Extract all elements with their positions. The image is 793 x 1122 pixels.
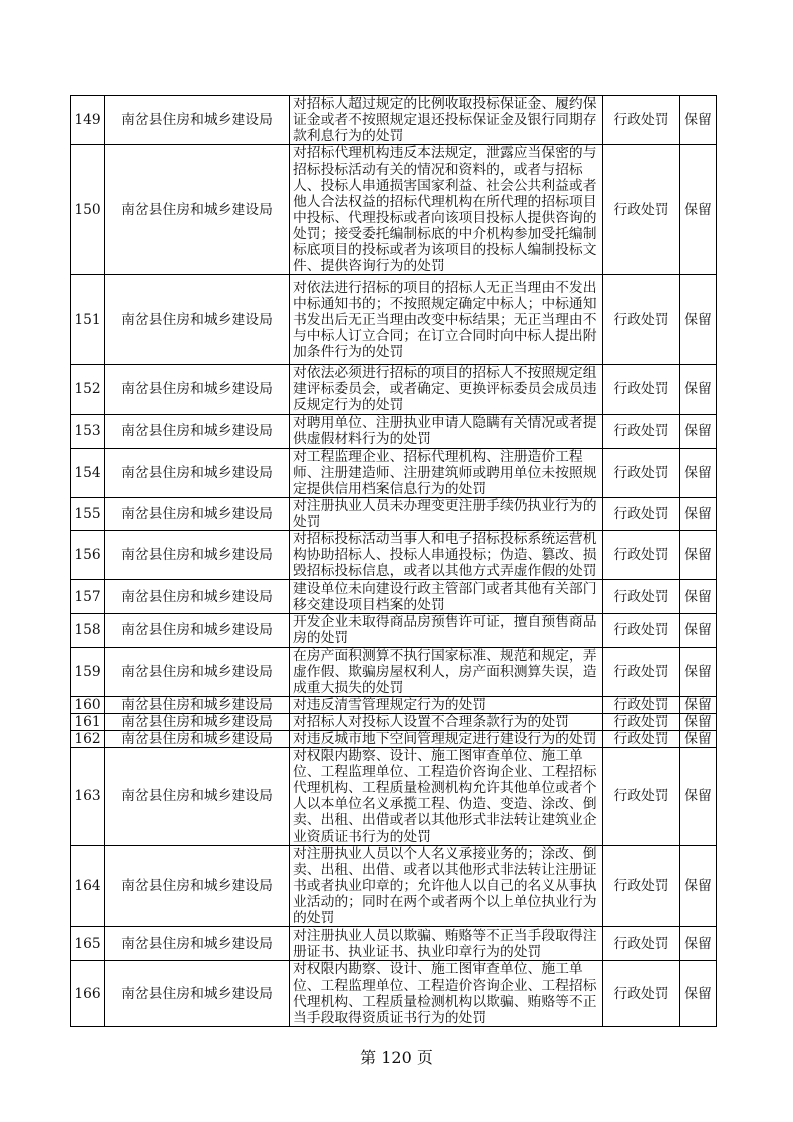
department-cell-text: 南岔县住房和城乡建设局 (121, 985, 273, 1002)
status-cell-text: 保留 (684, 547, 712, 564)
description-cell-text: 在房产面积测算不执行国家标准、规范和规定，弄虚作假、欺骗房屋权利人，房产面积测算失误，造成重大损失的处罚 (293, 647, 597, 696)
description-cell (290, 961, 603, 1027)
description-cell (290, 580, 603, 614)
description-cell (290, 365, 603, 414)
department-cell-text: 南岔县住房和城乡建设局 (121, 423, 273, 440)
status-cell (680, 845, 717, 926)
description-cell (290, 414, 603, 448)
description-cell (290, 647, 603, 696)
status-cell-text: 保留 (684, 311, 712, 328)
type-cell (603, 713, 680, 730)
description-cell-text: 开发企业未取得商品房预售许可证，擅自预售商品房的处罚 (293, 614, 597, 647)
row-number (71, 275, 105, 365)
status-cell-text: 保留 (684, 713, 712, 730)
description-cell-text: 对注册执业人员以个人名义承接业务的；涂改、倒卖、出租、出借、或者以其他形式非法转让注册证书或者执业印章的；允许他人以自己的名义从事执业活动的；同时在两个或者两个以上单位执业行为的处罚 (293, 845, 597, 926)
status-cell-text: 保留 (684, 201, 712, 218)
department-cell (105, 748, 290, 846)
description-cell (290, 96, 603, 145)
department-cell (105, 696, 290, 713)
type-cell-text: 行政处罚 (613, 622, 669, 639)
type-cell-text: 行政处罚 (613, 311, 669, 328)
department-cell (105, 365, 290, 414)
status-cell-text: 保留 (684, 663, 712, 680)
table-row (71, 614, 717, 647)
row-number (71, 713, 105, 730)
row-number-text: 165 (74, 935, 101, 952)
row-number-text: 161 (74, 713, 101, 730)
status-cell-text: 保留 (684, 588, 712, 605)
type-cell (603, 845, 680, 926)
description-cell-text: 对招标代理机构违反本法规定，泄露应当保密的与招标投标活动有关的情况和资料的，或者与招标人、投标人串通损害国家利益、社会公共利益或者他人合法权益的招标代理机构在所代理的招标项目中投标、代理投标或者向该项目投标人提供咨询的处罚；接受委托编制标底的中介机构参加受托编制标底项目的投标或者为该项目的投标人编制投标文件、提供咨询行为的处罚 (293, 145, 597, 275)
row-number-text: 154 (74, 464, 101, 481)
row-number (71, 927, 105, 961)
type-cell (603, 614, 680, 647)
description-cell-text: 对注册执业人员以欺骗、贿赂等不正当手段取得注册证书、执业证书、执业印章行为的处罚 (293, 927, 597, 960)
row-number (71, 961, 105, 1027)
description-cell-text: 建设单位未向建设行政主管部门或者其他有关部门移交建设项目档案的处罚 (293, 580, 597, 613)
row-number (71, 497, 105, 530)
row-number-text: 163 (74, 788, 101, 805)
row-number (71, 448, 105, 497)
status-cell-text: 保留 (684, 464, 712, 481)
department-cell (105, 497, 290, 530)
row-number (71, 730, 105, 747)
table-row (71, 845, 717, 926)
type-cell-text: 行政处罚 (613, 201, 669, 218)
status-cell (680, 748, 717, 846)
department-cell (105, 580, 290, 614)
row-number-text: 160 (74, 696, 101, 713)
description-cell (290, 531, 603, 580)
type-cell (603, 647, 680, 696)
description-cell-text: 对依法进行招标的项目的招标人无正当理由不发出中标通知书的；不按照规定确定中标人；中标通知书发出后无正当理由改变中标结果；无正当理由不与中标人订立合同；在订立合同时向中标人提出附加条件行为的处罚 (293, 279, 597, 360)
description-cell (290, 145, 603, 275)
type-cell-text: 行政处罚 (613, 547, 669, 564)
table-row (71, 927, 717, 961)
department-cell-text: 南岔县住房和城乡建设局 (121, 464, 273, 481)
status-cell-text: 保留 (684, 935, 712, 952)
table-row (71, 145, 717, 275)
type-cell-text: 行政处罚 (613, 464, 669, 481)
row-number-text: 149 (74, 112, 101, 129)
table-row (71, 414, 717, 448)
status-cell-text: 保留 (684, 381, 712, 398)
department-cell-text: 南岔县住房和城乡建设局 (121, 788, 273, 805)
row-number (71, 647, 105, 696)
status-cell (680, 96, 717, 145)
department-cell (105, 448, 290, 497)
type-cell (603, 145, 680, 275)
department-cell-text: 南岔县住房和城乡建设局 (121, 505, 273, 522)
row-number-text: 159 (74, 663, 101, 680)
description-cell-text: 对招标投标活动当事人和电子招标投标系统运营机构协助招标人、投标人串通投标；伪造、篡改、损毁招标投标信息，或者以其他方式弄虚作假的处罚 (293, 531, 597, 580)
description-cell-text: 对违反城市地下空间管理规定进行建设行为的处罚 (293, 730, 597, 747)
description-cell (290, 713, 603, 730)
table-row (71, 730, 717, 747)
description-cell-text: 对聘用单位、注册执业申请人隐瞒有关情况或者提供虚假材料行为的处罚 (293, 414, 597, 448)
status-cell (680, 497, 717, 530)
type-cell (603, 96, 680, 145)
department-cell-text: 南岔县住房和城乡建设局 (121, 588, 273, 605)
type-cell (603, 748, 680, 846)
description-cell-text: 对依法必须进行招标的项目的招标人不按照规定组建评标委员会，或者确定、更换评标委员会成员违反规定行为的处罚 (293, 365, 597, 414)
type-cell (603, 580, 680, 614)
status-cell-text: 保留 (684, 505, 712, 522)
type-cell-text: 行政处罚 (613, 788, 669, 805)
status-cell (680, 580, 717, 614)
type-cell (603, 497, 680, 530)
power-list-table (70, 95, 717, 1027)
table-row (71, 580, 717, 614)
row-number (71, 696, 105, 713)
type-cell (603, 531, 680, 580)
type-cell-text: 行政处罚 (613, 985, 669, 1002)
department-cell (105, 531, 290, 580)
department-cell (105, 713, 290, 730)
type-cell-text: 行政处罚 (613, 112, 669, 129)
description-cell-text: 对工程监理企业、招标代理机构、注册造价工程师、注册建造师、注册建筑师或聘用单位未按照规定提供信用档案信息行为的处罚 (293, 448, 597, 497)
type-cell (603, 927, 680, 961)
description-cell (290, 927, 603, 961)
type-cell (603, 448, 680, 497)
status-cell (680, 647, 717, 696)
type-cell-text: 行政处罚 (613, 663, 669, 680)
department-cell-text: 南岔县住房和城乡建设局 (121, 877, 273, 894)
status-cell (680, 275, 717, 365)
row-number-text: 157 (74, 588, 101, 605)
table-row (71, 713, 717, 730)
type-cell (603, 696, 680, 713)
row-number-text: 155 (74, 505, 101, 522)
type-cell-text: 行政处罚 (613, 935, 669, 952)
row-number (71, 748, 105, 846)
type-cell (603, 365, 680, 414)
description-cell (290, 497, 603, 530)
type-cell-text: 行政处罚 (613, 696, 669, 713)
page-number: 第 120 页 (360, 1048, 433, 1067)
type-cell-text: 行政处罚 (613, 423, 669, 440)
type-cell-text: 行政处罚 (613, 381, 669, 398)
department-cell (105, 275, 290, 365)
description-cell-text: 对招标人对投标人设置不合理条款行为的处罚 (293, 713, 569, 730)
row-number (71, 365, 105, 414)
status-cell (680, 414, 717, 448)
department-cell-text: 南岔县住房和城乡建设局 (121, 112, 273, 129)
type-cell-text: 行政处罚 (613, 713, 669, 730)
status-cell (680, 927, 717, 961)
description-cell (290, 448, 603, 497)
department-cell-text: 南岔县住房和城乡建设局 (121, 311, 273, 328)
row-number-text: 164 (74, 877, 101, 894)
description-cell (290, 748, 603, 846)
description-cell (290, 696, 603, 713)
row-number (71, 845, 105, 926)
row-number-text: 156 (74, 547, 101, 564)
description-cell-text: 对权限内勘察、设计、施工图审查单位、施工单位、工程监理单位、工程造价咨询企业、工程招标代理机构、工程质量检测机构以欺骗、贿赂等不正当手段取得资质证书行为的处罚 (293, 961, 597, 1026)
department-cell (105, 614, 290, 647)
description-cell (290, 275, 603, 365)
department-cell (105, 145, 290, 275)
row-number-text: 152 (74, 381, 101, 398)
row-number-text: 151 (74, 311, 101, 328)
description-cell-text: 对权限内勘察、设计、施工图审查单位、施工单位、工程监理单位、工程造价咨询企业、工程招标代理机构、工程质量检测机构允许其他单位或者个人以本单位名义承揽工程、伪造、变造、涂改、倒卖、出租、出借或者以其他形式非法转让建筑业企业资质证书行为的处罚 (293, 748, 597, 845)
department-cell-text: 南岔县住房和城乡建设局 (121, 201, 273, 218)
row-number-text: 150 (74, 201, 101, 218)
status-cell-text: 保留 (684, 877, 712, 894)
department-cell-text: 南岔县住房和城乡建设局 (121, 696, 273, 713)
status-cell-text: 保留 (684, 985, 712, 1002)
status-cell (680, 696, 717, 713)
status-cell (680, 961, 717, 1027)
row-number-text: 153 (74, 423, 101, 440)
department-cell-text: 南岔县住房和城乡建设局 (121, 663, 273, 680)
table-row (71, 275, 717, 365)
status-cell (680, 448, 717, 497)
description-cell (290, 730, 603, 747)
department-cell (105, 845, 290, 926)
row-number-text: 166 (74, 985, 101, 1002)
description-cell-text: 对招标人超过规定的比例收取投标保证金、履约保证金或者不按照规定退还投标保证金及银行同期存款利息行为的处罚 (293, 96, 597, 145)
type-cell-text: 行政处罚 (613, 505, 669, 522)
description-cell-text: 对违反清雪管理规定行为的处罚 (293, 696, 487, 713)
department-cell-text: 南岔县住房和城乡建设局 (121, 547, 273, 564)
department-cell-text: 南岔县住房和城乡建设局 (121, 622, 273, 639)
status-cell-text: 保留 (684, 788, 712, 805)
status-cell (680, 730, 717, 747)
status-cell (680, 145, 717, 275)
row-number (71, 580, 105, 614)
row-number (71, 614, 105, 647)
department-cell (105, 647, 290, 696)
department-cell (105, 414, 290, 448)
type-cell-text: 行政处罚 (613, 877, 669, 894)
row-number-text: 158 (74, 622, 101, 639)
status-cell-text: 保留 (684, 696, 712, 713)
department-cell-text: 南岔县住房和城乡建设局 (121, 381, 273, 398)
department-cell (105, 961, 290, 1027)
department-cell (105, 730, 290, 747)
table-row (71, 961, 717, 1027)
table-row (71, 365, 717, 414)
status-cell (680, 713, 717, 730)
table-row (71, 748, 717, 846)
table-row (71, 448, 717, 497)
row-number (71, 145, 105, 275)
table-row (71, 696, 717, 713)
status-cell-text: 保留 (684, 423, 712, 440)
status-cell-text: 保留 (684, 730, 712, 747)
status-cell-text: 保留 (684, 112, 712, 129)
type-cell (603, 275, 680, 365)
department-cell-text: 南岔县住房和城乡建设局 (121, 730, 273, 747)
department-cell-text: 南岔县住房和城乡建设局 (121, 713, 273, 730)
type-cell-text: 行政处罚 (613, 588, 669, 605)
row-number (71, 414, 105, 448)
table-row (71, 531, 717, 580)
table-row (71, 497, 717, 530)
description-cell-text: 对注册执业人员未办理变更注册手续仍执业行为的处罚 (293, 497, 597, 530)
type-cell (603, 730, 680, 747)
row-number (71, 531, 105, 580)
row-number-text: 162 (74, 730, 101, 747)
status-cell (680, 365, 717, 414)
status-cell (680, 614, 717, 647)
table-row (71, 647, 717, 696)
type-cell (603, 961, 680, 1027)
description-cell (290, 845, 603, 926)
status-cell-text: 保留 (684, 622, 712, 639)
department-cell (105, 927, 290, 961)
status-cell (680, 531, 717, 580)
row-number (71, 96, 105, 145)
department-cell (105, 96, 290, 145)
type-cell-text: 行政处罚 (613, 730, 669, 747)
table-row (71, 96, 717, 145)
department-cell-text: 南岔县住房和城乡建设局 (121, 935, 273, 952)
description-cell (290, 614, 603, 647)
type-cell (603, 414, 680, 448)
